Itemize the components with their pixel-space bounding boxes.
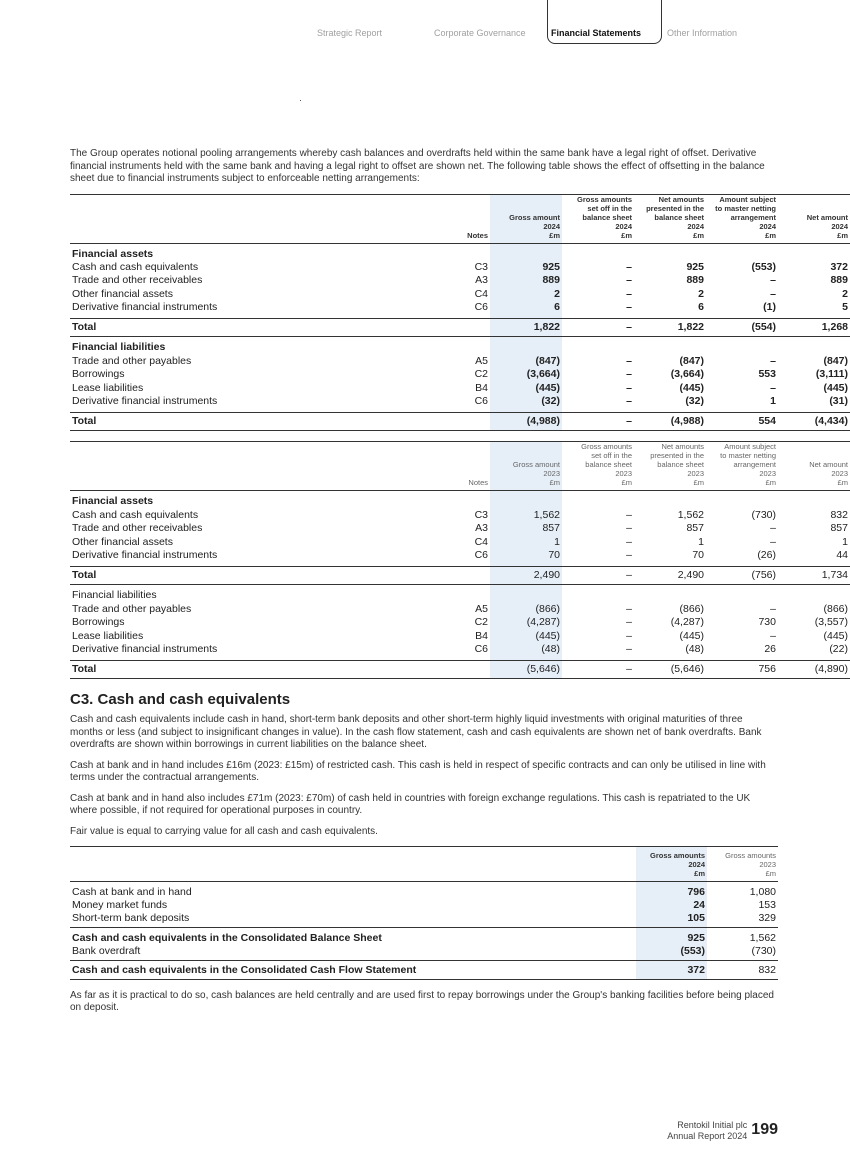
c3-paragraph-1: Cash and cash equivalents include cash in hand, short-term bank deposits and other short-term highly liquid investments with original maturities of three months or less (and subject to insignificant changes in value). In the cash flow statement, cash and cash equivalents are shown net of bank overdrafts. Bank overdrafts are shown within borrowings in current liabilities on the balance sheet. — [70, 714, 762, 751]
header-c2: Gross amounts set off in the balance sheet 2023 £m — [581, 442, 632, 488]
table-row: Cash and cash equivalents C3 925 – 925 (553) 372 — [72, 260, 848, 273]
page-footer — [667, 1120, 778, 1141]
table-row: Trade and other receivables A3 857 – 857 – 857 — [72, 522, 848, 535]
table-row: Short-term bank deposits 105 329 — [70, 912, 778, 928]
cash-table-header — [70, 847, 778, 882]
cash-flow-row: Cash and cash equivalents in the Consolidated Cash Flow Statement 372 832 — [70, 960, 778, 979]
nav-corporate-governance[interactable]: Corporate Governance — [434, 28, 526, 38]
section-heading: Financial assets — [70, 491, 850, 509]
footer-company: Rentokil Initial plc — [677, 1120, 748, 1130]
c3-paragraph-5: As far as it is practical to do so, cash balances are held centrally and are used first to repay borrowings under the Group's banking facilities before being placed on deposit. — [70, 989, 774, 1014]
section-heading: Financial assets — [70, 243, 850, 261]
header-c4: Amount subject to master netting arrangement 2023 £m — [720, 442, 776, 488]
total-row: Total 1,822 – 1,822 (554) 1,268 — [70, 319, 850, 337]
total-row: Total 2,490 – 2,490 (756) 1,734 — [70, 566, 850, 584]
cash-table — [70, 846, 778, 980]
bank-overdraft-row: Bank overdraft (553) (730) — [70, 945, 778, 961]
nav-strategic-report[interactable]: Strategic Report — [317, 28, 383, 38]
header-notes: Notes — [467, 230, 488, 240]
footer-report: Annual Report 2024 — [667, 1130, 748, 1141]
balance-sheet-row: Cash and cash equivalents in the Consolidated Balance Sheet 925 1,562 — [70, 927, 778, 945]
table-row: Borrowings C2 (4,287) – (4,287) 730 (3,557) — [72, 616, 848, 629]
intro-paragraph: The Group operates notional pooling arrangements whereby cash balances and overdrafts held within the same bank have a legal right of offset. Derivative financial instruments held with the same bank and having a legal right to offset are shown net. The following table shows the effect of offsetting in the balance sheet due to financial instruments subject to enforceable netting arrangements: — [70, 148, 765, 184]
header-notes: Notes — [468, 478, 488, 488]
offsetting-table-2024 — [70, 194, 850, 432]
total-row: Total (5,646) – (5,646) 756 (4,890) — [70, 660, 850, 678]
table-row: Other financial assets C4 1 – 1 – 1 — [72, 535, 848, 548]
header-c3: Net amounts presented in the balance sheet 2023 £m — [650, 442, 704, 488]
c3-paragraph-2: Cash at bank and in hand includes £16m (2023: £15m) of restricted cash. This cash is held in respect of specific contracts and can only be utilised in line with terms under the contractual arrangements. — [70, 759, 766, 784]
table-row: Derivative financial instruments C6 (48) – (48) 26 (22) — [72, 642, 848, 655]
header-c5: Net amount 2024 £m — [806, 212, 848, 240]
stray-mark — [300, 100, 301, 101]
section-title-c3: C3. Cash and cash equivalents — [70, 691, 291, 709]
c3-paragraph-4: Fair value is equal to carrying value for all cash and cash equivalents. — [70, 825, 378, 837]
total-row: Total (4,988) – (4,988) 554 (4,434) — [70, 412, 850, 430]
cash-header-2023: Gross amounts 2023 £m — [725, 851, 776, 879]
table-row: Cash at bank and in hand 796 1,080 — [72, 885, 776, 898]
table-row: Lease liabilities B4 (445) – (445) – (445) — [72, 629, 848, 642]
table-header — [70, 442, 850, 491]
table-row: Trade and other receivables A3 889 – 889 – 889 — [72, 274, 848, 287]
table-row: Money market funds 24 153 — [72, 898, 776, 911]
top-navigation — [0, 0, 825, 46]
offsetting-table-2023 — [70, 441, 850, 679]
table-row: Trade and other payables A5 (847) – (847) – (847) — [72, 354, 848, 367]
table-row: Lease liabilities B4 (445) – (445) – (445) — [72, 381, 848, 394]
c3-paragraph-3: Cash at bank and in hand also includes £71m (2023: £70m) of cash held in countries with foreign exchange regulations. This cash is repatriated to the UK where possible, if not required for operational purposes in country. — [70, 792, 751, 817]
nav-other-information[interactable]: Other Information — [667, 28, 738, 38]
table-header — [70, 194, 850, 243]
table-row: Cash and cash equivalents C3 1,562 – 1,562 (730) 832 — [72, 508, 848, 521]
section-heading: Financial liabilities — [70, 337, 850, 355]
table-row: Trade and other payables A5 (866) – (866) – (866) — [72, 602, 848, 615]
page-content — [70, 148, 848, 1023]
nav-financial-statements[interactable]: Financial Statements — [551, 28, 642, 38]
header-c4: Amount subject to master netting arrangement 2024 £m — [715, 194, 776, 240]
header-c5: Net amount 2023 £m — [809, 460, 848, 488]
cash-header-2024: Gross amounts 2024 £m — [636, 847, 707, 882]
table-row: Derivative financial instruments C6 6 – 6 (1) 5 — [72, 301, 848, 314]
header-c1: Gross amount 2023 £m — [490, 442, 562, 491]
table-row: Other financial assets C4 2 – 2 – 2 — [72, 287, 848, 300]
table-row: Derivative financial instruments C6 70 – 70 (26) 44 — [72, 549, 848, 561]
page-number: 199 — [751, 1121, 778, 1138]
section-heading: Financial liabilities — [70, 585, 850, 603]
header-c2: Gross amounts set off in the balance sheet 2024 £m — [576, 194, 632, 240]
header-c3: Net amounts presented in the balance sheet 2024 £m — [646, 194, 704, 240]
table-row: Borrowings C2 (3,664) – (3,664) 553 (3,111) — [72, 368, 848, 381]
table-row: Derivative financial instruments C6 (32) – (32) 1 (31) — [72, 395, 848, 408]
header-c1: Gross amount 2024 £m — [490, 194, 562, 243]
